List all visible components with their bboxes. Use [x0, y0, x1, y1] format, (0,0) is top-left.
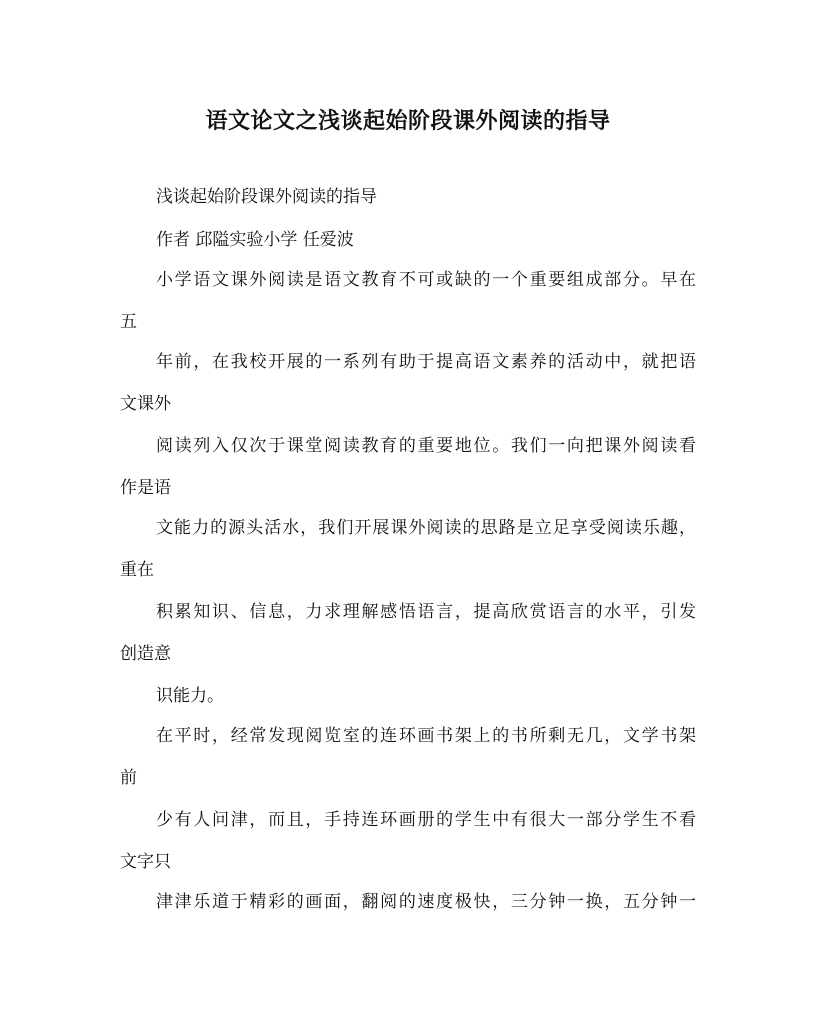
paragraph-line: 津津乐道于精彩的画面，翻阅的速度极快，三分钟一换，五分钟一	[156, 892, 696, 912]
author-line: 作者 邱隘实验小学 任爱波	[156, 230, 354, 250]
paragraph-line: 文字只	[120, 852, 171, 872]
paragraph-line: 少有人问津，而且，手持连环画册的学生中有很大一部分学生不看	[156, 810, 696, 830]
subtitle-line: 浅谈起始阶段课外阅读的指导	[156, 187, 377, 207]
paragraph-line: 重在	[120, 560, 154, 580]
paragraph-line: 文能力的源头活水，我们开展课外阅读的思路是立足享受阅读乐趣，	[156, 518, 696, 538]
paragraph-line: 年前，在我校开展的一系列有助于提高语文素养的活动中，就把语	[156, 352, 696, 372]
paragraph-line: 作是语	[120, 478, 171, 498]
paragraph-line: 阅读列入仅次于课堂阅读教育的重要地位。我们一向把课外阅读看	[156, 436, 696, 456]
paragraph-line: 创造意	[120, 644, 171, 664]
paragraph-line: 在平时，经常发现阅览室的连环画书架上的书所剩无几，文学书架	[156, 726, 696, 746]
paragraph-line: 前	[120, 768, 137, 788]
paragraph-line: 文课外	[120, 394, 171, 414]
paragraph-line: 小学语文课外阅读是语文教育不可或缺的一个重要组成部分。早在	[156, 270, 696, 290]
document-title: 语文论文之浅谈起始阶段课外阅读的指导	[205, 108, 611, 134]
paragraph-line: 积累知识、信息，力求理解感悟语言，提高欣赏语言的水平，引发	[156, 602, 696, 622]
paragraph-line: 识能力。	[156, 686, 224, 706]
paragraph-line: 五	[120, 312, 137, 332]
